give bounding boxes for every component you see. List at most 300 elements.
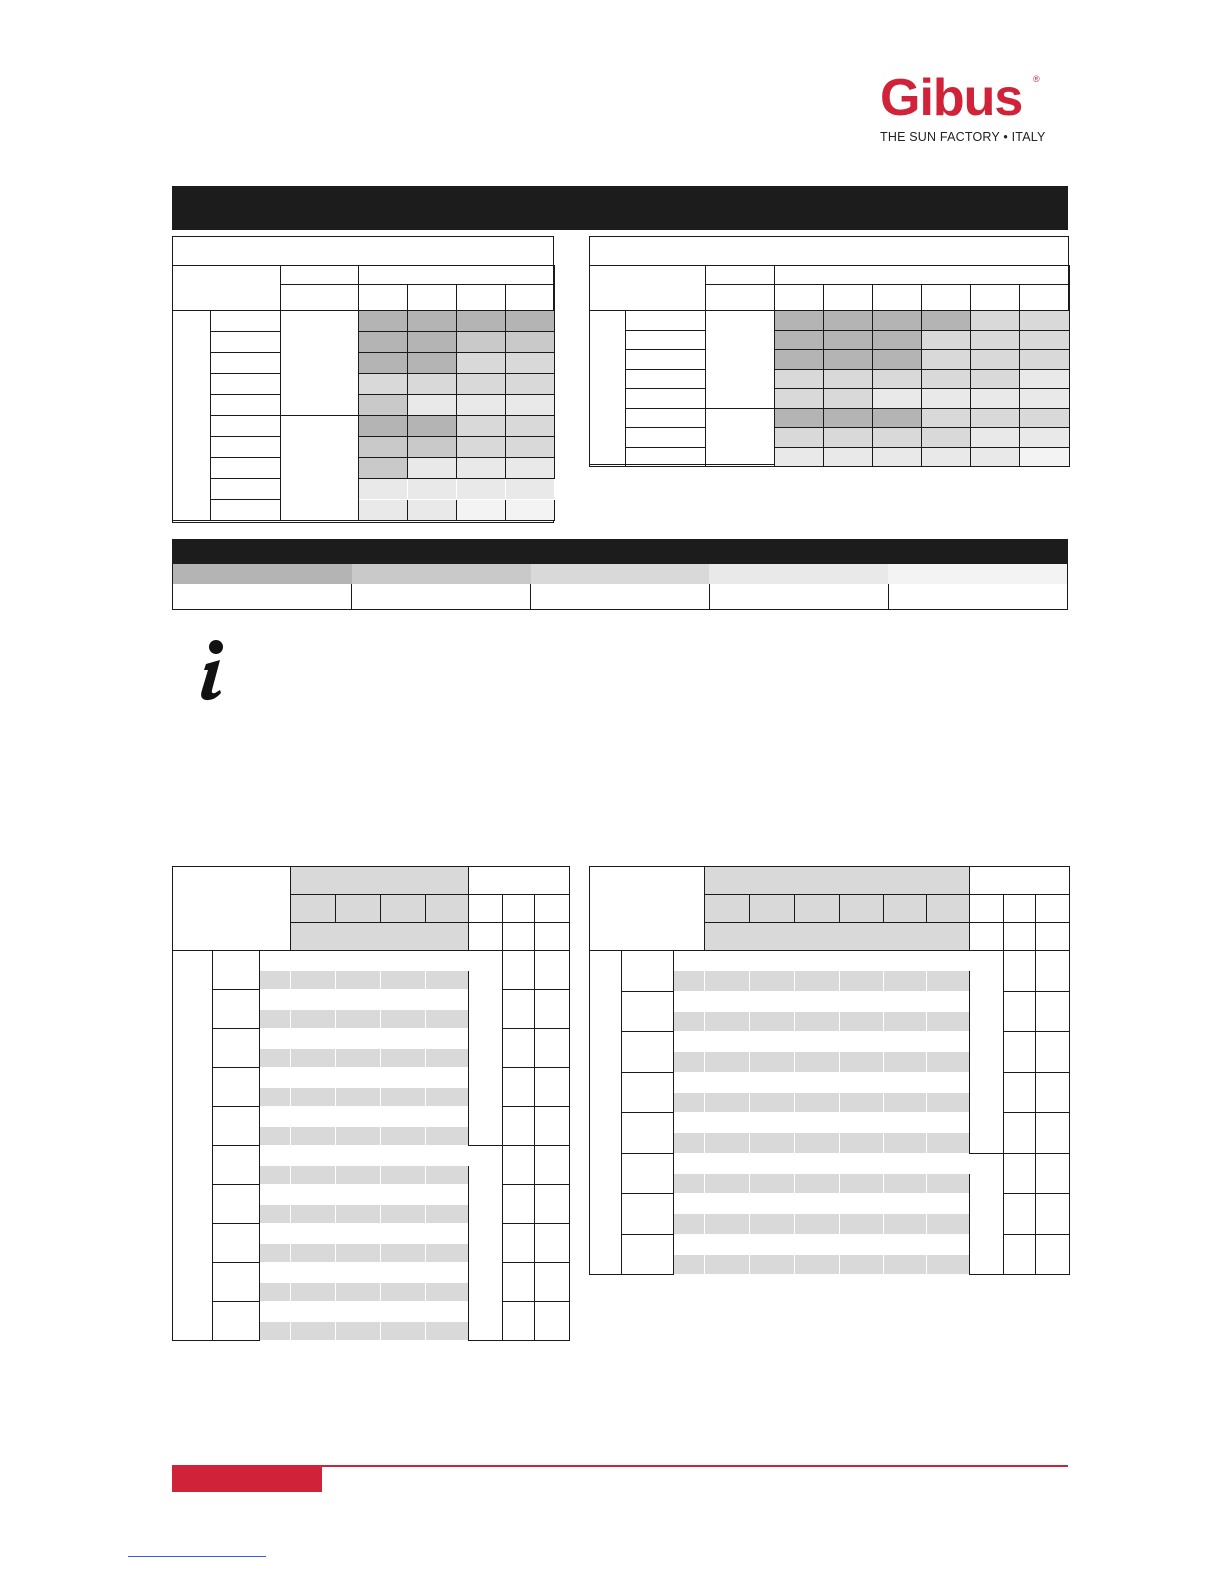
table-cell [503, 1263, 535, 1302]
sub-label [260, 1224, 291, 1244]
table-cell [381, 1087, 426, 1107]
table-cell [840, 1113, 884, 1133]
table-cell [291, 990, 336, 1010]
table-cell [381, 1321, 426, 1341]
table-cell [750, 971, 795, 991]
table-cell [750, 1032, 795, 1052]
table-cell [503, 951, 535, 990]
row-label [213, 990, 260, 1029]
header-cell [408, 285, 457, 311]
footer-link-underline[interactable] [128, 1556, 266, 1557]
table-cell [291, 1224, 336, 1244]
header-cell [535, 923, 570, 951]
table-cell [426, 1185, 469, 1205]
sub-label [674, 1113, 705, 1133]
sub-label [260, 990, 291, 1010]
table-cell [840, 1052, 884, 1072]
group-cell [590, 311, 626, 467]
table-cell [840, 1153, 884, 1173]
table-cell [336, 990, 381, 1010]
row-label [213, 951, 260, 990]
info-icon [192, 638, 232, 704]
row-label [622, 1072, 674, 1113]
table-cell [336, 951, 381, 971]
row-label [626, 369, 706, 389]
sub-label [674, 1011, 705, 1031]
table-cell [927, 1234, 970, 1254]
table-cell [291, 1165, 336, 1185]
row-label [622, 1113, 674, 1154]
header-cell [457, 285, 506, 311]
table-cell [1036, 1032, 1070, 1073]
sub-label [260, 1107, 291, 1127]
table-cell [840, 1133, 884, 1153]
header-cell [469, 923, 503, 951]
row-label [622, 1234, 674, 1275]
table-cell [1004, 991, 1036, 1032]
table-cell [336, 1243, 381, 1263]
table-cell [291, 1321, 336, 1341]
sub-label [260, 1321, 291, 1341]
row-label [213, 1068, 260, 1107]
table-cell [336, 1048, 381, 1068]
row-label [622, 951, 674, 992]
table-cell [750, 1133, 795, 1153]
header-cell [775, 285, 824, 311]
table-cell [336, 1204, 381, 1224]
table-cell [291, 951, 336, 971]
table-cell [426, 970, 469, 990]
sub-label [260, 951, 291, 971]
header-cell [705, 867, 970, 895]
row-label [213, 1224, 260, 1263]
table-cell [705, 1214, 750, 1234]
table-cell [884, 1011, 927, 1031]
table-cell [795, 1011, 840, 1031]
table-cell [795, 971, 840, 991]
table-cell [927, 1153, 970, 1173]
table-cell [336, 1068, 381, 1088]
table-cell [1036, 1194, 1070, 1235]
header-cell [336, 895, 381, 923]
table-cell [1036, 951, 1070, 992]
table-cell [535, 1068, 570, 1107]
brand-tagline: THE SUN FACTORY • ITALY [880, 130, 1046, 144]
legend-label-5 [888, 584, 1067, 609]
table-cell [840, 1011, 884, 1031]
sub-label [260, 1263, 291, 1283]
legend-label-3 [530, 584, 709, 609]
sub-label [260, 1068, 291, 1088]
group-cell [706, 311, 775, 409]
table-cell [884, 1092, 927, 1112]
table-cell [840, 971, 884, 991]
table-cell [426, 1282, 469, 1302]
table-cell [840, 1254, 884, 1274]
sub-label [674, 1194, 705, 1214]
table-cell [927, 1214, 970, 1234]
sub-label [674, 951, 705, 971]
table-cell [840, 1032, 884, 1052]
table-cell [426, 1263, 469, 1283]
table-cell [705, 1234, 750, 1254]
row-label [626, 447, 706, 467]
table-cell [927, 1092, 970, 1112]
table-cell [795, 1194, 840, 1214]
row-label [211, 311, 281, 332]
sub-label [260, 1126, 291, 1146]
table-cell [336, 1282, 381, 1302]
table-cell [426, 1165, 469, 1185]
table-cell [426, 1302, 469, 1322]
table-cell [535, 1185, 570, 1224]
sub-label [674, 1072, 705, 1092]
table-cell [381, 1282, 426, 1302]
table-cell [381, 1126, 426, 1146]
table-cell [1036, 1234, 1070, 1275]
row-label [626, 408, 706, 428]
table-cell [840, 1214, 884, 1234]
table-cell [884, 951, 927, 971]
table-cell [381, 951, 426, 971]
row-label [626, 311, 706, 331]
table-cell [381, 1204, 426, 1224]
table-cell [795, 1052, 840, 1072]
table-cell [795, 1133, 840, 1153]
header-cell [291, 895, 336, 923]
group-cell [173, 951, 213, 1341]
table-cell [927, 1133, 970, 1153]
header-cell [922, 285, 971, 311]
table-cell [291, 1126, 336, 1146]
table-cell [426, 1087, 469, 1107]
table-cell [535, 1146, 570, 1185]
table-cell [535, 1302, 570, 1341]
group-cell [706, 408, 775, 467]
load-table-left [172, 265, 555, 521]
row-label [211, 353, 281, 374]
table-cell [1004, 1153, 1036, 1194]
header-cell [705, 923, 970, 951]
table-cell [503, 1107, 535, 1146]
sub-label [260, 1146, 291, 1166]
brand-logo [880, 69, 1060, 144]
table-cell [840, 1234, 884, 1254]
table-cell [291, 1302, 336, 1322]
table-cell [1004, 1234, 1036, 1275]
table-cell [705, 1092, 750, 1112]
merged-cell [970, 951, 1004, 1154]
table-cell [705, 1032, 750, 1052]
header-cell [503, 923, 535, 951]
table-cell [705, 971, 750, 991]
legend [172, 564, 1068, 610]
header-corner [173, 867, 291, 951]
header-cell [706, 266, 775, 285]
row-label [626, 330, 706, 350]
table-cell [927, 951, 970, 971]
header-cell [824, 285, 873, 311]
header-cell [971, 285, 1020, 311]
table-cell [750, 951, 795, 971]
header-corner [590, 867, 705, 951]
row-label [622, 1153, 674, 1194]
load-table-right [589, 265, 1070, 467]
header-cell [795, 895, 840, 923]
row-label [211, 458, 281, 479]
table-cell [795, 951, 840, 971]
registered-mark: ® [1033, 74, 1040, 84]
header-cell [1020, 285, 1070, 311]
row-label [622, 1194, 674, 1235]
table-cell [927, 1254, 970, 1274]
table-cell [1036, 991, 1070, 1032]
header-cell [506, 285, 555, 311]
table-cell [535, 1107, 570, 1146]
table-cell [381, 970, 426, 990]
header-cell [705, 895, 750, 923]
table-cell [884, 1153, 927, 1173]
header-cell [359, 285, 408, 311]
sub-label [674, 1234, 705, 1254]
table-cell [535, 990, 570, 1029]
table-cell [381, 1107, 426, 1127]
legend-label-4 [709, 584, 888, 609]
table-cell [426, 1224, 469, 1244]
row-label [211, 416, 281, 437]
header-cell [281, 285, 359, 311]
header-cell [873, 285, 922, 311]
row-label [211, 332, 281, 353]
table-cell [291, 1185, 336, 1205]
table-cell [795, 1032, 840, 1052]
table-cell [503, 1146, 535, 1185]
row-label [211, 437, 281, 458]
table-cell [503, 1224, 535, 1263]
row-label [626, 350, 706, 370]
table-cell [426, 951, 469, 971]
row-label [622, 991, 674, 1032]
table-cell [381, 1068, 426, 1088]
page-number-tab [172, 1467, 322, 1492]
table-cell [795, 1234, 840, 1254]
table-cell [503, 1029, 535, 1068]
table-cell [884, 1234, 927, 1254]
header-cell [381, 895, 426, 923]
table-cell [426, 1048, 469, 1068]
table-cell [426, 1146, 469, 1166]
table-cell [705, 1052, 750, 1072]
table-cell [927, 1052, 970, 1072]
header-cell [970, 867, 1070, 895]
sub-label [674, 971, 705, 991]
table-cell [705, 1254, 750, 1274]
table-cell [426, 1009, 469, 1029]
table-cell [927, 1032, 970, 1052]
table-cell [381, 1243, 426, 1263]
table-cell [381, 1302, 426, 1322]
sub-label [260, 1029, 291, 1049]
row-label [211, 395, 281, 416]
spec-table-right [589, 866, 1070, 1275]
sub-label [674, 1052, 705, 1072]
row-label [213, 1263, 260, 1302]
merged-cell [970, 1153, 1004, 1275]
sub-label [260, 1282, 291, 1302]
sub-label [260, 1165, 291, 1185]
table-cell [750, 1214, 795, 1234]
sub-label [260, 1009, 291, 1029]
table-cell [750, 1011, 795, 1031]
table-cell [705, 1173, 750, 1193]
table-cell [840, 1194, 884, 1214]
header-cell [927, 895, 970, 923]
table-cell [795, 1153, 840, 1173]
section-header-bar [172, 186, 1068, 230]
header-cell [291, 867, 469, 895]
table-cell [840, 991, 884, 1011]
table-cell [884, 1254, 927, 1274]
table-cell [750, 1234, 795, 1254]
sub-label [674, 991, 705, 1011]
table-cell [1004, 1032, 1036, 1073]
sub-label [260, 1087, 291, 1107]
row-label [213, 1029, 260, 1068]
header-cell [884, 895, 927, 923]
header-cell [775, 266, 1070, 285]
table-cell [336, 1263, 381, 1283]
table-cell [795, 1072, 840, 1092]
legend-swatch-2 [352, 564, 531, 584]
header-cell [535, 895, 570, 923]
table-cell [336, 1029, 381, 1049]
table-cell [795, 1173, 840, 1193]
row-label [622, 1032, 674, 1073]
table-cell [795, 1214, 840, 1234]
header-cell [426, 895, 469, 923]
sub-label [260, 1302, 291, 1322]
table-cell [426, 1107, 469, 1127]
table-cell [426, 1029, 469, 1049]
table-cell [291, 1048, 336, 1068]
table-cell [840, 1092, 884, 1112]
row-label [211, 479, 281, 500]
table-cell [705, 1153, 750, 1173]
table-cell [1036, 1113, 1070, 1154]
table-cell [336, 1146, 381, 1166]
row-label [626, 428, 706, 448]
group-cell [590, 951, 622, 1275]
table-cell [291, 1204, 336, 1224]
table-cell [705, 951, 750, 971]
sub-label [674, 1032, 705, 1052]
table-cell [927, 1011, 970, 1031]
sub-label [674, 1153, 705, 1173]
table-cell [750, 1254, 795, 1274]
table-cell [884, 1214, 927, 1234]
table-cell [884, 991, 927, 1011]
table-cell [503, 990, 535, 1029]
table-cell [927, 991, 970, 1011]
table-cell [291, 1107, 336, 1127]
sub-label [260, 1204, 291, 1224]
table-cell [381, 990, 426, 1010]
row-label [213, 1107, 260, 1146]
table-cell [795, 1113, 840, 1133]
table-cell [750, 1173, 795, 1193]
header-cell [469, 895, 503, 923]
merged-cell [469, 1146, 503, 1341]
table-cell [291, 1087, 336, 1107]
table-cell [381, 1146, 426, 1166]
table-cell [336, 1107, 381, 1127]
group-cell [281, 416, 359, 521]
sub-label [674, 1254, 705, 1274]
table-cell [336, 1165, 381, 1185]
table-cell [426, 1204, 469, 1224]
merged-cell [469, 951, 503, 1146]
table-cell [426, 1321, 469, 1341]
table-cell [291, 1068, 336, 1088]
row-label [211, 374, 281, 395]
table-cell [705, 991, 750, 1011]
header-cell [1004, 923, 1036, 951]
table-cell [750, 1092, 795, 1112]
table-cell [927, 971, 970, 991]
sub-label [260, 1185, 291, 1205]
table-cell [291, 1243, 336, 1263]
table-cell [381, 1029, 426, 1049]
sub-label [674, 1214, 705, 1234]
header-cell [1004, 895, 1036, 923]
table-cell [381, 1185, 426, 1205]
sub-label [674, 1092, 705, 1112]
spec-table-left [172, 866, 570, 1341]
table-cell [336, 1009, 381, 1029]
table-cell [840, 951, 884, 971]
table-cell [503, 1068, 535, 1107]
table-cell [1004, 951, 1036, 992]
brand-name: Gibus [880, 69, 1023, 127]
table-cell [705, 1194, 750, 1214]
header-cell [359, 266, 555, 285]
legend-swatch-4 [709, 564, 888, 584]
sub-label [260, 1243, 291, 1263]
table-cell [291, 1029, 336, 1049]
sub-label [674, 1133, 705, 1153]
table-cell [503, 1302, 535, 1341]
table-cell [336, 1321, 381, 1341]
table-cell [795, 1092, 840, 1112]
table-cell [291, 1146, 336, 1166]
table-cell [1036, 1072, 1070, 1113]
table-cell [336, 1087, 381, 1107]
legend-swatch-3 [531, 564, 710, 584]
header-cell [706, 285, 775, 311]
table-cell [884, 1032, 927, 1052]
legend-swatch-1 [173, 564, 352, 584]
header-cell [970, 895, 1004, 923]
group-cell [173, 311, 211, 521]
table-cell [291, 970, 336, 990]
table-cell [840, 1072, 884, 1092]
table-cell [336, 1224, 381, 1244]
row-label [626, 389, 706, 409]
table-cell [381, 1009, 426, 1029]
group-cell [281, 311, 359, 416]
table-cell [750, 1113, 795, 1133]
table-cell [705, 1011, 750, 1031]
